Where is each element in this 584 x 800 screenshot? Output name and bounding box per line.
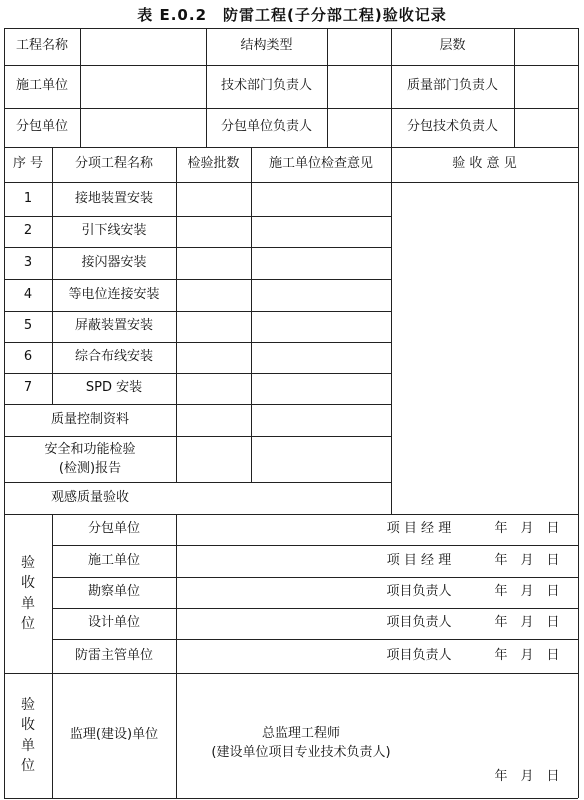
item-name: 等电位连接安装 [68, 286, 160, 302]
item-no: 3 [23, 254, 33, 270]
col-item-name: 分项工程名称 [74, 156, 153, 172]
item-no: 4 [23, 286, 33, 302]
col-seq: 序 号 [12, 156, 44, 172]
item-name: 综合布线安装 [74, 349, 153, 365]
item-no: 7 [23, 380, 33, 396]
unit-role: 项目负责人 [386, 584, 452, 600]
quality-docs-label: 质量控制资料 [50, 411, 129, 427]
label-floors: 层数 [439, 38, 466, 54]
form-title: 表 E.0.2 防雷工程(子分部工程)验收记录 [137, 6, 447, 24]
label-tech-dept-head: 技术部门负责人 [220, 78, 312, 94]
unit-name: 施工单位 [87, 552, 140, 568]
project-name-value[interactable] [80, 28, 206, 65]
item-no: 1 [23, 190, 33, 206]
col-batch-count: 检验批数 [187, 156, 240, 172]
unit-role: 项目负责人 [386, 647, 452, 663]
label-construction-unit: 施工单位 [15, 78, 68, 94]
label-quality-dept-head: 质量部门负责人 [406, 78, 498, 94]
chief-supervisor-line-1: 总监理工程师 [261, 725, 340, 741]
unit-name: 设计单位 [87, 615, 140, 631]
floors-value[interactable] [514, 28, 578, 65]
acceptance-record-table [4, 28, 578, 798]
unit-name: 勘察单位 [87, 584, 140, 600]
item-no: 2 [23, 223, 33, 239]
col-acceptance: 验 收 意 见 [452, 156, 517, 172]
unit-date: 年 月 日 [494, 584, 560, 600]
label-sub-unit-head: 分包单位负责人 [220, 119, 312, 135]
safety-function-report-label [4, 436, 176, 482]
item-no: 6 [23, 349, 33, 365]
item-name: SPD 安装 [85, 380, 143, 396]
item-name: 接地装置安装 [74, 190, 153, 206]
supervision-date: 年 月 日 [494, 768, 560, 784]
acceptance-opinion-area[interactable] [391, 182, 578, 514]
col-self-check: 施工单位检查意见 [268, 156, 373, 172]
label-sub-unit: 分包单位 [15, 119, 68, 135]
unit-date: 年 月 日 [494, 521, 560, 537]
unit-date: 年 月 日 [494, 647, 560, 663]
safety-line-1: 安全和功能检验 [44, 441, 136, 457]
unit-role: 项 目 经 理 [386, 552, 452, 568]
chief-supervisor [176, 718, 426, 768]
sub-tech-head-value[interactable] [514, 108, 578, 147]
acceptance-units-label: 验 收 单 位 [21, 554, 35, 632]
structure-type-value[interactable] [327, 28, 391, 65]
chief-supervisor-line-2: (建设单位项目专业技术负责人) [211, 745, 391, 760]
label-project-name: 工程名称 [15, 38, 68, 54]
supervision-unit-name: 监理(建设)单位 [69, 727, 159, 743]
item-no: 5 [23, 318, 33, 334]
supervision-units-label: 验 收 单 位 [21, 696, 35, 774]
unit-name: 防雷主管单位 [74, 647, 153, 663]
item-name: 引下线安装 [81, 223, 147, 239]
unit-role: 项 目 经 理 [386, 521, 452, 537]
construction-unit-value[interactable] [80, 65, 206, 108]
label-sub-tech-head: 分包技术负责人 [406, 119, 498, 135]
appearance-quality-label: 观感质量验收 [50, 489, 129, 505]
quality-dept-head-value[interactable] [514, 65, 578, 108]
sub-unit-head-value[interactable] [327, 108, 391, 147]
unit-date: 年 月 日 [494, 552, 560, 568]
item-name: 接闪器安装 [81, 254, 147, 270]
tech-dept-head-value[interactable] [327, 65, 391, 108]
item-name: 屏蔽装置安装 [74, 318, 153, 334]
sub-unit-value[interactable] [80, 108, 206, 147]
unit-role: 项目负责人 [386, 615, 452, 631]
safety-line-2: (检测)报告 [58, 461, 122, 476]
unit-date: 年 月 日 [494, 615, 560, 631]
label-structure-type: 结构类型 [240, 38, 293, 54]
unit-name: 分包单位 [87, 521, 140, 537]
